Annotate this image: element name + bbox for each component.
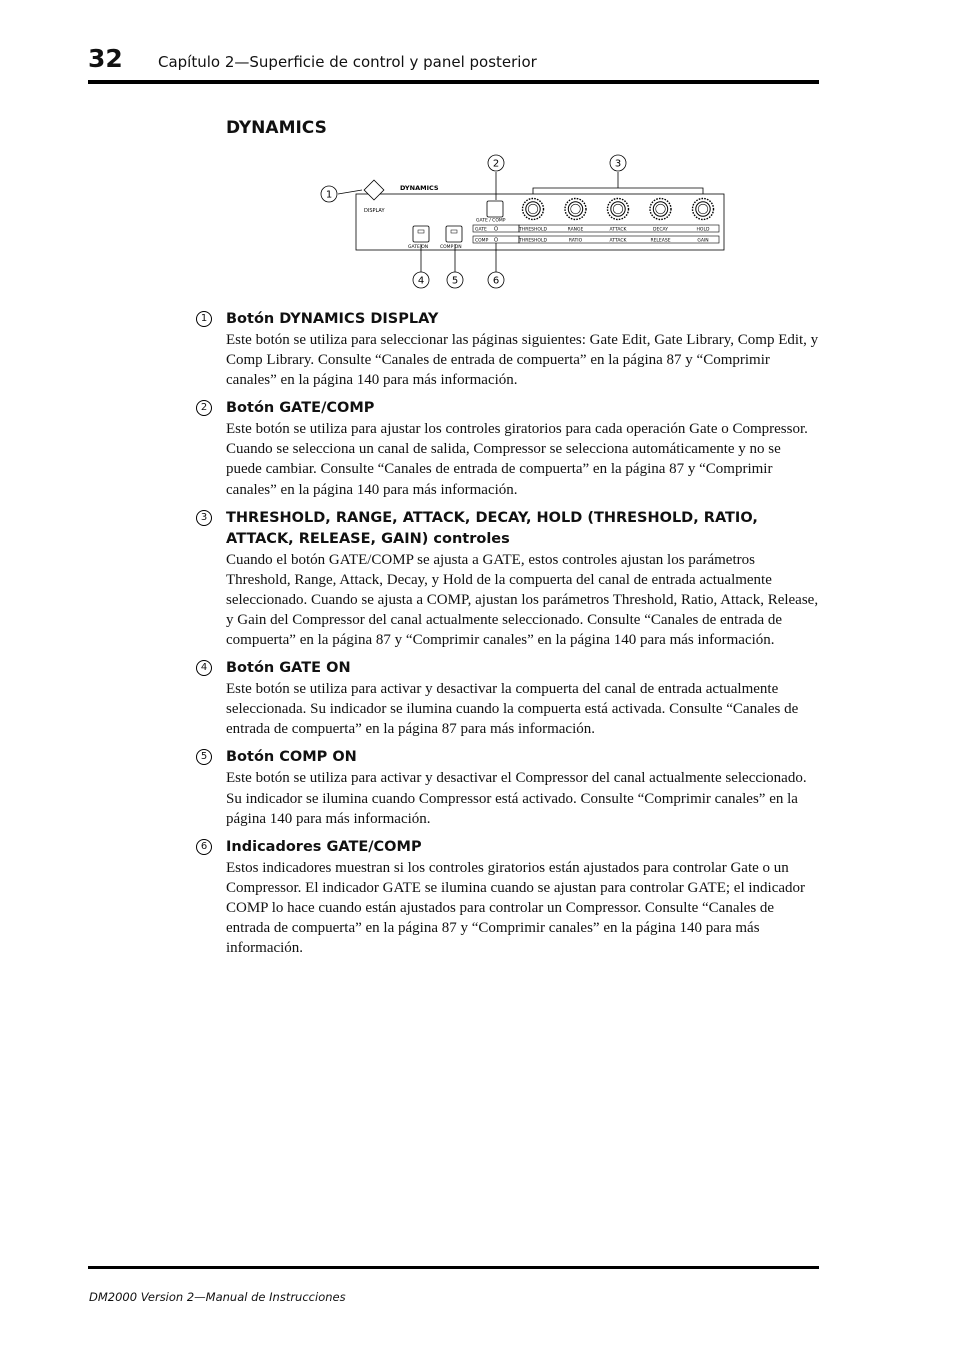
comp-on-button [446, 226, 462, 242]
gate-on-label: GATE ON [408, 245, 429, 250]
dynamics-panel-diagram [300, 148, 740, 296]
knob-label: ATTACK [609, 227, 627, 233]
display-button [364, 180, 384, 200]
item-number-badge: 1 [196, 311, 212, 327]
footer-text: DM2000 Version 2—Manual de Instrucciones [89, 1290, 346, 1304]
panel-title: DYNAMICS [400, 184, 439, 192]
knob-label: DECAY [653, 227, 668, 233]
gate-on-button [413, 226, 429, 242]
item-body: Cuando el botón GATE/COMP se ajusta a GATE, estos controles ajustan los parámetros Threshold, Range, Attack, Decay, y Hold de la compuerta del canal de entrada actualmente seleccionado. Cuando se ajusta a COMP, ajustan los parámetros Threshold, Ratio, Attack, Release, y Gain del Compressor del canal actualmente seleccionado. Consulte “Canales de entrada de compuerta” en la página 87 y “Comprimir canales” en la página 140 para más información. [226, 551, 819, 649]
callout-1: 1 [325, 189, 333, 201]
knob-label: ATTACK [609, 238, 627, 244]
chapter-title: Capítulo 2—Superficie de control y panel posterior [158, 53, 537, 71]
comp-indicator-led [494, 238, 498, 242]
callout-5: 5 [451, 275, 459, 287]
item-body: Este botón se utiliza para seleccionar las páginas siguientes: Gate Edit, Gate Library, Comp Edit, y Comp Library. Consulte “Canales de entrada de compuerta” en la página 87 y “Comprimir canales” en la página 140 para más información. [226, 332, 819, 389]
knob-label: RELEASE [650, 238, 671, 244]
item-heading: THRESHOLD, RANGE, ATTACK, DECAY, HOLD (THRESHOLD, RATIO, ATTACK, RELEASE, GAIN) controles [226, 509, 758, 547]
display-label: DISPLAY [364, 208, 385, 214]
comp-on-label: COMP ON [440, 245, 462, 250]
section-heading: DYNAMICS [226, 118, 327, 138]
item-list [196, 309, 820, 966]
rotary-knob [565, 199, 586, 220]
item-number-badge: 6 [196, 839, 212, 855]
item-4 [196, 658, 820, 739]
rotary-knob [608, 199, 629, 220]
item-body: Este botón se utiliza para activar y desactivar el Compressor del canal actualmente seleccionado. Su indicador se ilumina cuando Compressor está activado. Consulte “Comprimir canales” en la página 140 para más información. [226, 770, 807, 827]
gate-comp-button [487, 201, 503, 217]
rotary-knob [650, 199, 671, 220]
item-2 [196, 398, 820, 499]
callout-3: 3 [614, 158, 622, 170]
knob-label: RATIO [568, 238, 583, 244]
knob-labels [518, 226, 710, 243]
item-number-badge: 4 [196, 660, 212, 676]
item-3 [196, 508, 820, 650]
callout-4: 4 [417, 275, 425, 287]
callout-2: 2 [492, 158, 500, 170]
item-1 [196, 309, 820, 390]
knob-label: THRESHOLD [519, 227, 547, 233]
knob-label: RANGE [567, 227, 584, 233]
gate-indicator-led [494, 227, 498, 231]
item-heading: Indicadores GATE/COMP [226, 838, 422, 855]
item-heading: Botón COMP ON [226, 749, 357, 766]
item-5 [196, 747, 820, 828]
knob-label: THRESHOLD [519, 238, 547, 244]
item-body: Estos indicadores muestran si los controles giratorios están ajustados para controlar Gate o un Compressor. El indicador GATE se ilumina cuando se ajustan para controlar GATE; el indicador COMP lo hace cuando están ajustados para controlar un Compressor. Consulte “Canales de entrada de compuerta” en la página 87 y “Comprimir canales” en la página 140 para más información. [226, 859, 806, 957]
page-number: 32 [88, 44, 123, 73]
knob-label: GAIN [697, 238, 709, 244]
footer-rule [88, 1266, 819, 1269]
callout-6: 6 [492, 275, 500, 287]
item-number-badge: 3 [196, 510, 212, 526]
item-number-badge: 2 [196, 400, 212, 416]
gate-indicator-label: GATE [475, 227, 487, 233]
rotary-knob [523, 199, 544, 220]
rotary-knob [693, 199, 714, 220]
item-body: Este botón se utiliza para ajustar los controles giratorios para cada operación Gate o Compressor. Cuando se selecciona un canal de salida, Compressor se selecciona automáticamente y no se puede cambiar. Consulte “Canales de entrada de compuerta” en la página 87 y “Comprimir canales” en la página 140 para más información. [226, 421, 808, 498]
knobs [523, 199, 714, 220]
item-heading: Botón DYNAMICS DISPLAY [226, 311, 439, 327]
header-rule [88, 80, 819, 84]
gate-comp-label: GATE / COMP [476, 218, 506, 224]
item-heading: Botón GATE ON [226, 660, 351, 677]
knob-label: HOLD [696, 227, 710, 233]
item-body: Este botón se utiliza para activar y desactivar la compuerta del canal de entrada actualmente seleccionada. Su indicador se ilumina cuando la compuerta está activada. Consulte “Canales de entrada de compuerta” en la página 87 para más información. [226, 681, 799, 738]
item-heading: Botón GATE/COMP [226, 400, 375, 417]
comp-indicator-label: COMP [475, 238, 489, 244]
item-number-badge: 5 [196, 749, 212, 765]
item-6 [196, 837, 820, 958]
